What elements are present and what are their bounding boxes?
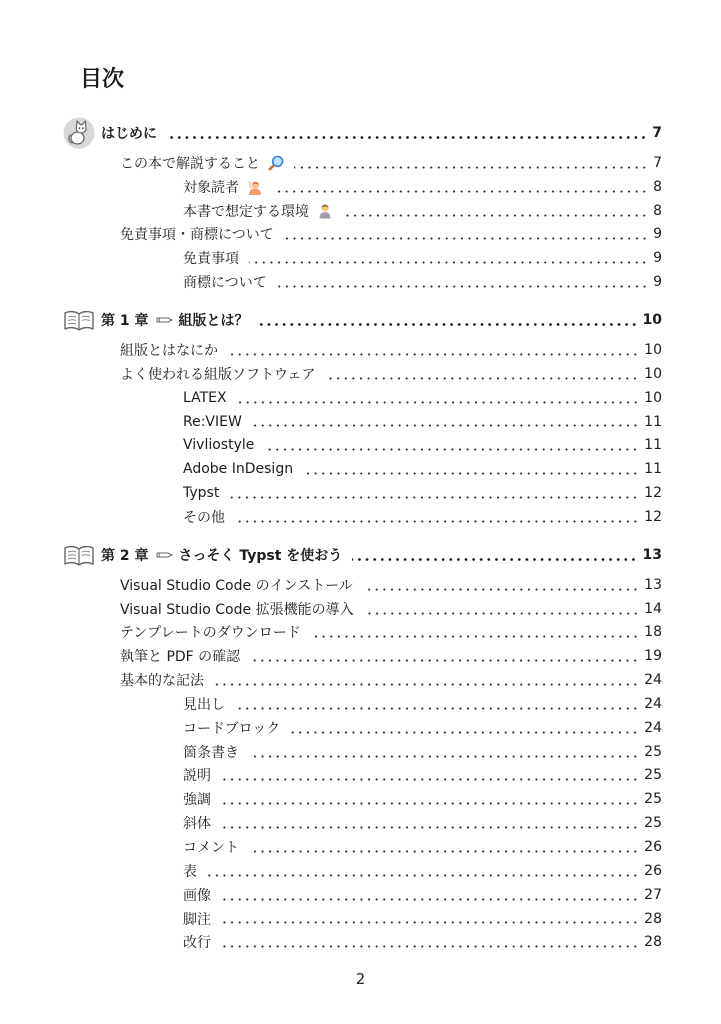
entry-title: [183, 909, 211, 929]
entry-title: [183, 437, 254, 453]
open-book-icon: [62, 543, 96, 567]
entry-label: Visual Studio Code 拡張機能の導入: [120, 601, 354, 618]
page-number: 13: [642, 546, 662, 563]
toc-subsection-row[interactable]: [0, 270, 721, 294]
toc-subsection-row[interactable]: [0, 410, 721, 434]
entry-label: Adobe InDesign: [183, 461, 294, 478]
dot-leader: [264, 433, 639, 457]
page-number: 13: [644, 576, 662, 593]
page-number: 24: [644, 672, 662, 689]
toc-chapter-row[interactable]: [0, 543, 721, 567]
dot-leader: [228, 338, 639, 362]
page-number: 11: [644, 413, 662, 430]
entry-label: LATEX: [183, 389, 227, 406]
pencil-icon: [156, 550, 173, 560]
entry-title: [183, 718, 280, 738]
toc-section-row[interactable]: [0, 573, 721, 597]
page-number: 27: [644, 886, 662, 903]
chapter-title: [101, 123, 157, 143]
entry-title: [120, 364, 315, 384]
dot-leader: [277, 270, 648, 294]
dot-leader: [207, 859, 639, 883]
dot-leader: [221, 811, 639, 835]
page-number: 8: [653, 202, 662, 219]
entry-title: [120, 670, 204, 690]
toc-subsection-row[interactable]: [0, 907, 721, 931]
page-number: 26: [644, 862, 662, 879]
dot-leader: [284, 223, 648, 247]
toc-subsection-row[interactable]: [0, 505, 721, 529]
dot-leader: [249, 740, 639, 764]
page-number-footer: 2: [355, 970, 366, 988]
entry-label: 基本的な記法: [120, 673, 204, 690]
page-number: 24: [644, 695, 662, 712]
entry-label: Typst: [183, 485, 220, 502]
magnifying-glass-icon: [268, 155, 284, 171]
page-number: 7: [653, 154, 662, 171]
dot-leader: [273, 175, 648, 199]
toc-subsection-row[interactable]: [0, 481, 721, 505]
page-number: 9: [653, 274, 662, 291]
entry-label: Vivliostyle: [183, 437, 255, 454]
entry-title: [183, 507, 225, 527]
entry-label: 組版とはなにか: [120, 342, 218, 359]
dot-leader: [237, 386, 640, 410]
page-number: 12: [644, 485, 662, 502]
page-number: 26: [644, 839, 662, 856]
dot-leader: [364, 597, 640, 621]
entry-title: [183, 742, 239, 762]
toc-section-row[interactable]: [0, 362, 721, 386]
page-number: 10: [644, 389, 662, 406]
entry-title: [183, 837, 239, 857]
entry-label: 画像: [183, 887, 211, 904]
page-number: 19: [644, 648, 662, 665]
entry-label: その他: [183, 509, 225, 526]
entry-label: テンプレートのダウンロード: [120, 625, 301, 642]
page-number: 12: [644, 508, 662, 525]
entry-label: コードブロック: [183, 720, 281, 737]
entry-title: [183, 272, 267, 292]
toc-chapter-row[interactable]: [0, 308, 721, 332]
entry-label: 見出し: [183, 696, 225, 713]
chapter-title: [101, 310, 249, 330]
toc-chapter-block: [0, 121, 721, 294]
entry-title: [183, 201, 333, 221]
entry-title: [120, 622, 301, 642]
entry-label: 斜体: [183, 816, 211, 833]
chapter-number: 第 2 章: [101, 547, 149, 564]
entry-label: この本で解説すること: [120, 155, 260, 172]
chapter-title-text: さっそく Typst を使おう: [178, 547, 343, 564]
page-number: 25: [644, 743, 662, 760]
dot-leader: [325, 362, 639, 386]
page-number: 10: [644, 365, 662, 382]
toc-subsection-row[interactable]: [0, 883, 721, 907]
entry-title: [183, 485, 219, 501]
dot-leader: [352, 543, 637, 567]
dot-leader: [252, 410, 639, 434]
dot-leader: [290, 716, 639, 740]
dot-leader: [221, 930, 639, 954]
page-number: 11: [644, 437, 662, 454]
entry-label: 脚注: [183, 911, 211, 928]
dot-leader: [303, 457, 639, 481]
page-number: 10: [642, 312, 662, 329]
dot-leader: [221, 907, 639, 931]
entry-label: 執筆と PDF の確認: [120, 649, 241, 666]
toc-section-row[interactable]: [0, 668, 721, 692]
entry-title: [183, 177, 263, 197]
entry-label: 表: [183, 863, 197, 880]
page-number: 8: [653, 178, 662, 195]
page-number: 28: [644, 910, 662, 927]
entry-title: [183, 390, 227, 406]
chapter-number: 第 1 章: [101, 313, 149, 330]
dot-leader: [294, 151, 648, 175]
dot-leader: [343, 199, 648, 223]
open-book-icon: [62, 308, 96, 332]
dot-leader: [249, 246, 648, 270]
page-number: 11: [644, 461, 662, 478]
toc-subsection-row[interactable]: [0, 716, 721, 740]
entry-label: 免責事項: [183, 251, 239, 268]
entry-title: [183, 932, 211, 952]
entry-title: [120, 575, 353, 595]
entry-title: [183, 248, 239, 268]
dot-leader: [229, 481, 639, 505]
toc-subsection-row[interactable]: [0, 930, 721, 954]
page-number: 9: [653, 250, 662, 267]
toc-chapter-block: [0, 543, 721, 955]
chapter-title-text: はじめに: [101, 126, 157, 142]
entry-title: [183, 885, 211, 905]
entry-title: [120, 646, 240, 666]
toc-subsection-row[interactable]: [0, 386, 721, 410]
toc-subsection-row[interactable]: [0, 764, 721, 788]
toc-section-row[interactable]: [0, 621, 721, 645]
dot-leader: [363, 573, 639, 597]
page-number: 10: [644, 341, 662, 358]
toc-section-row[interactable]: [0, 338, 721, 362]
dot-leader: [250, 644, 639, 668]
toc-chapter-block: [0, 308, 721, 529]
entry-label: Visual Studio Code のインストール: [120, 577, 353, 594]
entry-title: [183, 461, 293, 477]
toc-section-row[interactable]: [0, 597, 721, 621]
person-raising-hand-icon: [247, 179, 263, 195]
toc-subsection-row[interactable]: [0, 199, 721, 223]
page-number: 28: [644, 934, 662, 951]
toc-subsection-row[interactable]: [0, 433, 721, 457]
entry-label: よく使われる組版ソフトウェア: [120, 366, 316, 383]
entry-title: [183, 765, 211, 785]
dot-leader: [221, 764, 639, 788]
page-number: 9: [653, 226, 662, 243]
pencil-icon: [156, 315, 173, 325]
page-number: 25: [644, 767, 662, 784]
toc-subsection-row[interactable]: [0, 811, 721, 835]
entry-label: Re:VIEW: [183, 413, 242, 430]
entry-label: 商標について: [183, 275, 267, 292]
toc-subsection-row[interactable]: [0, 457, 721, 481]
toc-subsection-row[interactable]: [0, 175, 721, 199]
entry-title: [120, 153, 284, 173]
chapter-title: [101, 545, 342, 565]
toc-subsection-row[interactable]: [0, 859, 721, 883]
entry-label: 本書で想定する環境: [183, 203, 309, 220]
page-number: 18: [644, 624, 662, 641]
entry-title: [120, 224, 274, 244]
dot-leader: [221, 787, 639, 811]
entry-title: [183, 861, 197, 881]
cat-icon: [62, 116, 96, 150]
entry-title: [120, 599, 354, 619]
table-of-contents: [0, 121, 721, 954]
toc-section-row[interactable]: [0, 644, 721, 668]
dot-leader: [235, 505, 639, 529]
entry-label: コメント: [183, 840, 239, 857]
entry-label: 対象読者: [183, 179, 239, 196]
dot-leader: [311, 621, 639, 645]
technologist-icon: [317, 203, 333, 219]
toc-section-row[interactable]: [0, 223, 721, 247]
entry-title: [120, 340, 218, 360]
toc-subsection-row[interactable]: [0, 835, 721, 859]
toc-subsection-row[interactable]: [0, 740, 721, 764]
toc-subsection-row[interactable]: [0, 246, 721, 270]
entry-title: [183, 694, 225, 714]
page-number: 25: [644, 815, 662, 832]
dot-leader: [235, 692, 639, 716]
entry-title: [183, 789, 211, 809]
dot-leader: [249, 835, 639, 859]
dot-leader: [167, 121, 647, 145]
entry-title: [183, 813, 211, 833]
entry-label: 改行: [183, 935, 211, 952]
chapter-title-text: 組版とは？: [178, 313, 249, 330]
page-title: 目次: [80, 67, 125, 92]
dot-leader: [214, 668, 639, 692]
toc-section-row[interactable]: [0, 151, 721, 175]
page-number: 25: [644, 791, 662, 808]
entry-title: [183, 414, 242, 430]
entry-label: 強調: [183, 792, 211, 809]
toc-chapter-row[interactable]: [0, 121, 721, 145]
page-number: 24: [644, 719, 662, 736]
toc-subsection-row[interactable]: [0, 692, 721, 716]
entry-label: 免責事項・商標について: [120, 227, 274, 244]
dot-leader: [259, 308, 638, 332]
dot-leader: [221, 883, 639, 907]
page-number: 7: [652, 125, 662, 141]
entry-label: 説明: [183, 768, 211, 785]
page-number: 14: [644, 600, 662, 617]
entry-label: 箇条書き: [183, 744, 239, 761]
toc-subsection-row[interactable]: [0, 787, 721, 811]
